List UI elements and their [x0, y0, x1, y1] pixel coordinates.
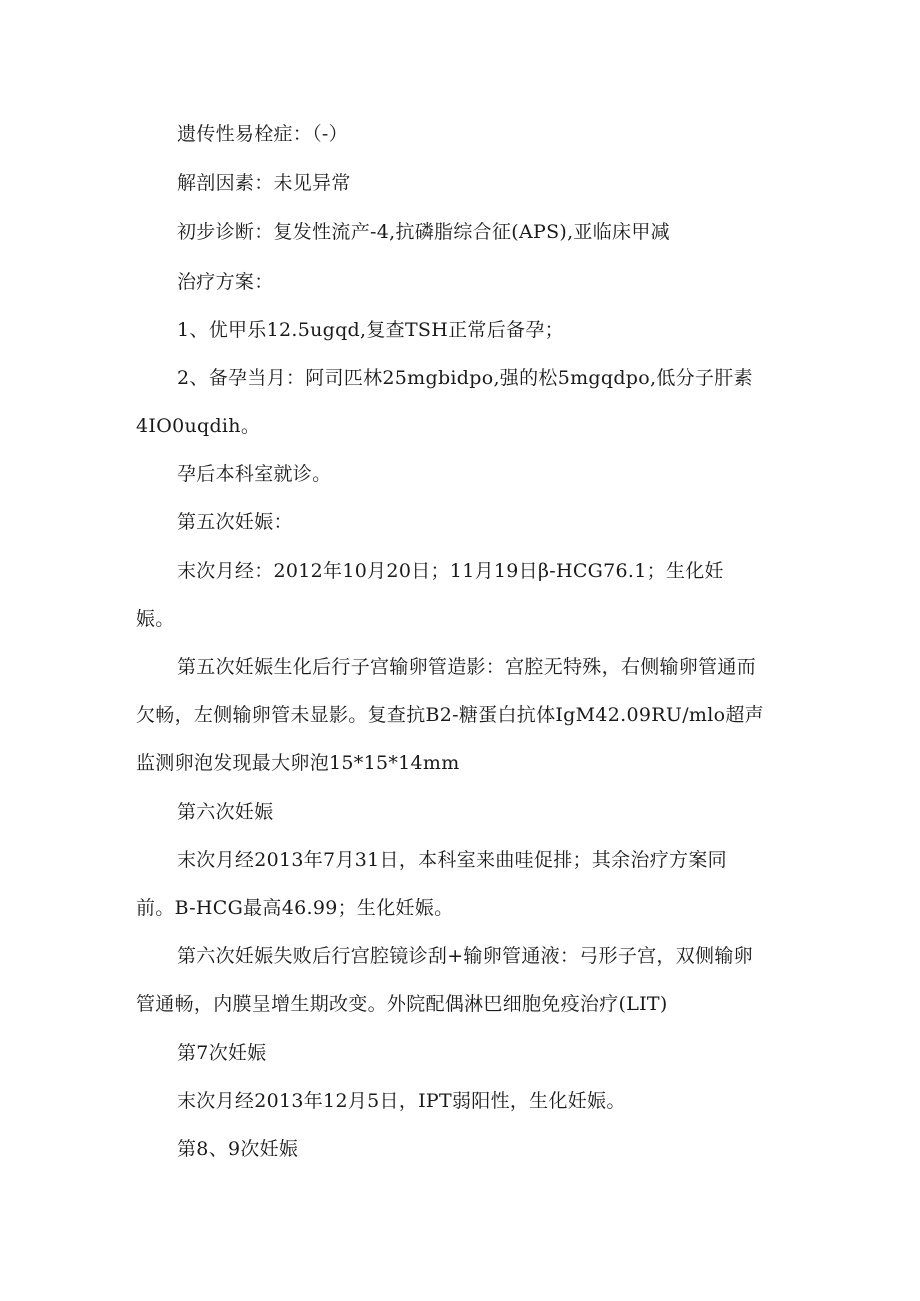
text-line-post-pregnancy-visit: 孕后本科室就诊。 [177, 463, 332, 485]
text-line-sixth-pregnancy-hysteroscopy: 第六次妊娠失败后行宫腔镜诊刮+输卵管通液：弓形子宫，双侧输卵 [177, 945, 753, 967]
text-line-treatment-plan-heading: 治疗方案： [177, 271, 274, 293]
text-line-fifth-pregnancy-lmp: 末次月经：2012年10月20日；11月19日β-HCG76.1；生化妊 [177, 560, 724, 582]
text-line-hereditary-thrombophilia: 遗传性易栓症：（-） [177, 123, 348, 145]
text-line-fifth-pregnancy-heading: 第五次妊娠： [177, 511, 293, 533]
text-line-sixth-pregnancy-lmp-cont: 前。B-HCG最高46.99；生化妊娠。 [136, 897, 454, 919]
text-line-treatment-item-2-cont: 4IO0uqdih。 [136, 415, 261, 437]
text-line-eighth-ninth-pregnancy-heading: 第8、9次妊娠 [177, 1138, 299, 1160]
text-line-sixth-pregnancy-heading: 第六次妊娠 [177, 801, 274, 823]
text-line-fifth-pregnancy-hsg: 第五次妊娠生化后行子宫输卵管造影：宫腔无特殊，右侧输卵管通而 [177, 656, 757, 678]
text-line-seventh-pregnancy-lmp: 末次月经2013年12月5日，IPT弱阳性，生化妊娠。 [177, 1090, 626, 1112]
text-line-sixth-pregnancy-hysteroscopy-cont: 管通畅，内膜呈增生期改变。外院配偶淋巴细胞免疫治疗(LIT) [136, 993, 668, 1015]
text-line-treatment-item-1: 1、优甲乐12.5ugqd,复查TSH正常后备孕； [177, 319, 564, 341]
text-line-preliminary-diagnosis: 初步诊断：复发性流产-4,抗磷脂综合征(APS),亚临床甲减 [177, 221, 670, 243]
text-line-fifth-pregnancy-hsg-cont: 欠畅，左侧输卵管未显影。复查抗B2-糖蛋白抗体IgM42.09RU/mlo超声 [136, 704, 764, 726]
text-line-sixth-pregnancy-lmp: 末次月经2013年7月31日，本科室来曲哇促排；其余治疗方案同 [177, 849, 727, 871]
text-line-seventh-pregnancy-heading: 第7次妊娠 [177, 1042, 267, 1064]
text-line-treatment-item-2: 2、备孕当月：阿司匹林25mgbidpo,强的松5mgqdpo,低分子肝素 [177, 367, 753, 389]
text-line-fifth-pregnancy-lmp-cont: 娠。 [136, 608, 175, 630]
text-line-anatomical-factors: 解剖因素：未见异常 [177, 172, 351, 194]
text-line-fifth-pregnancy-ultrasound: 监测卵泡发现最大卵泡15*15*14mm [136, 752, 460, 774]
